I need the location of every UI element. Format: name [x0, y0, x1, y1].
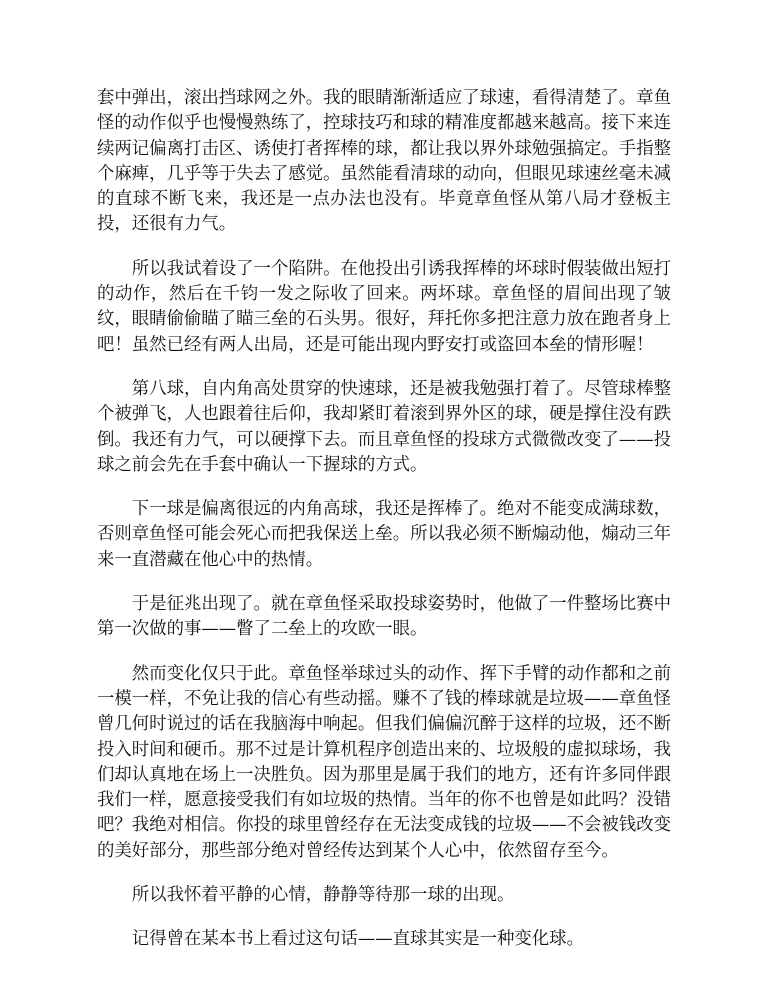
- paragraph: 所以我怀着平静的心情，静静等待那一球的出现。: [131, 885, 515, 906]
- paragraph: 记得曾在某本书上看过这句话——直球其实是一种变化球。: [131, 929, 584, 950]
- paragraph: 所以我试着设了一个陷阱。在他投出引诱我挥棒的坏球时假装做出短打的动作，然后在千钧一发之际收了回来。两坏球。章鱼怪的眉间出现了皱纹，眼睛偷偷瞄了瞄三垒的石头男。很好，拜托你多把注意力放在跑者身上吧！虽然已经有两人出局，还是可能出现内野安打或盗回本垒的情形喔！: [97, 258, 671, 355]
- paragraph: 下一球是偏离很远的内角高球，我还是挥棒了。绝对不能变成满球数，否则章鱼怪可能会死心而把我保送上垒。所以我必须不断煽动他，煽动三年来一直潜藏在他心中的热情。: [97, 499, 671, 570]
- document-page: [97, 86, 671, 972]
- paragraph-continued: 套中弹出，滚出挡球网之外。我的眼睛渐渐适应了球速，看得清楚了。章鱼怪的动作似乎也慢慢熟练了，控球技巧和球的精准度都越来越高。接下来连续两记偏离打击区、诱使打者挥棒的球，都让我以界外球勉强搞定。手指整个麻痺，几乎等于失去了感觉。虽然能看清球的动向，但眼见球速丝毫未减的直球不断飞来，我还是一点办法也没有。毕竟章鱼怪从第八局才登板主投，还很有力气。: [97, 88, 671, 235]
- paragraph: 然而变化仅只于此。章鱼怪举球过头的动作、挥下手臂的动作都和之前一模一样，不免让我的信心有些动摇。赚不了钱的棒球就是垃圾——章鱼怪曾几何时说过的话在我脑海中响起。但我们偏偏沉醉于这样的垃圾，还不断投入时间和硬币。那不过是计算机程序创造出来的、垃圾般的虚拟球场，我们却认真地在场上一决胜负。因为那里是属于我们的地方，还有许多同伴跟我们一样，愿意接受我们有如垃圾的热情。当年的你不也曾是如此吗？没错吧？我绝对相信。你投的球里曾经存在无法变成钱的垃圾——不会被钱改变的美好部分，那些部分绝对曾经传达到某个人心中，依然留存至今。: [97, 663, 671, 861]
- paragraph: 于是征兆出现了。就在章鱼怪采取投球姿势时，他做了一件整场比赛中第一次做的事——瞥了二垒上的攻欧一眼。: [97, 594, 671, 640]
- paragraph: 第八球，自内角高处贯穿的快速球，还是被我勉强打着了。尽管球棒整个被弹飞，人也跟着往后仰，我却紧盯着滚到界外区的球，硬是撑住没有跌倒。我还有力气，可以硬撑下去。而且章鱼怪的投球方式微微改变了——投球之前会先在手套中确认一下握球的方式。: [97, 378, 671, 475]
